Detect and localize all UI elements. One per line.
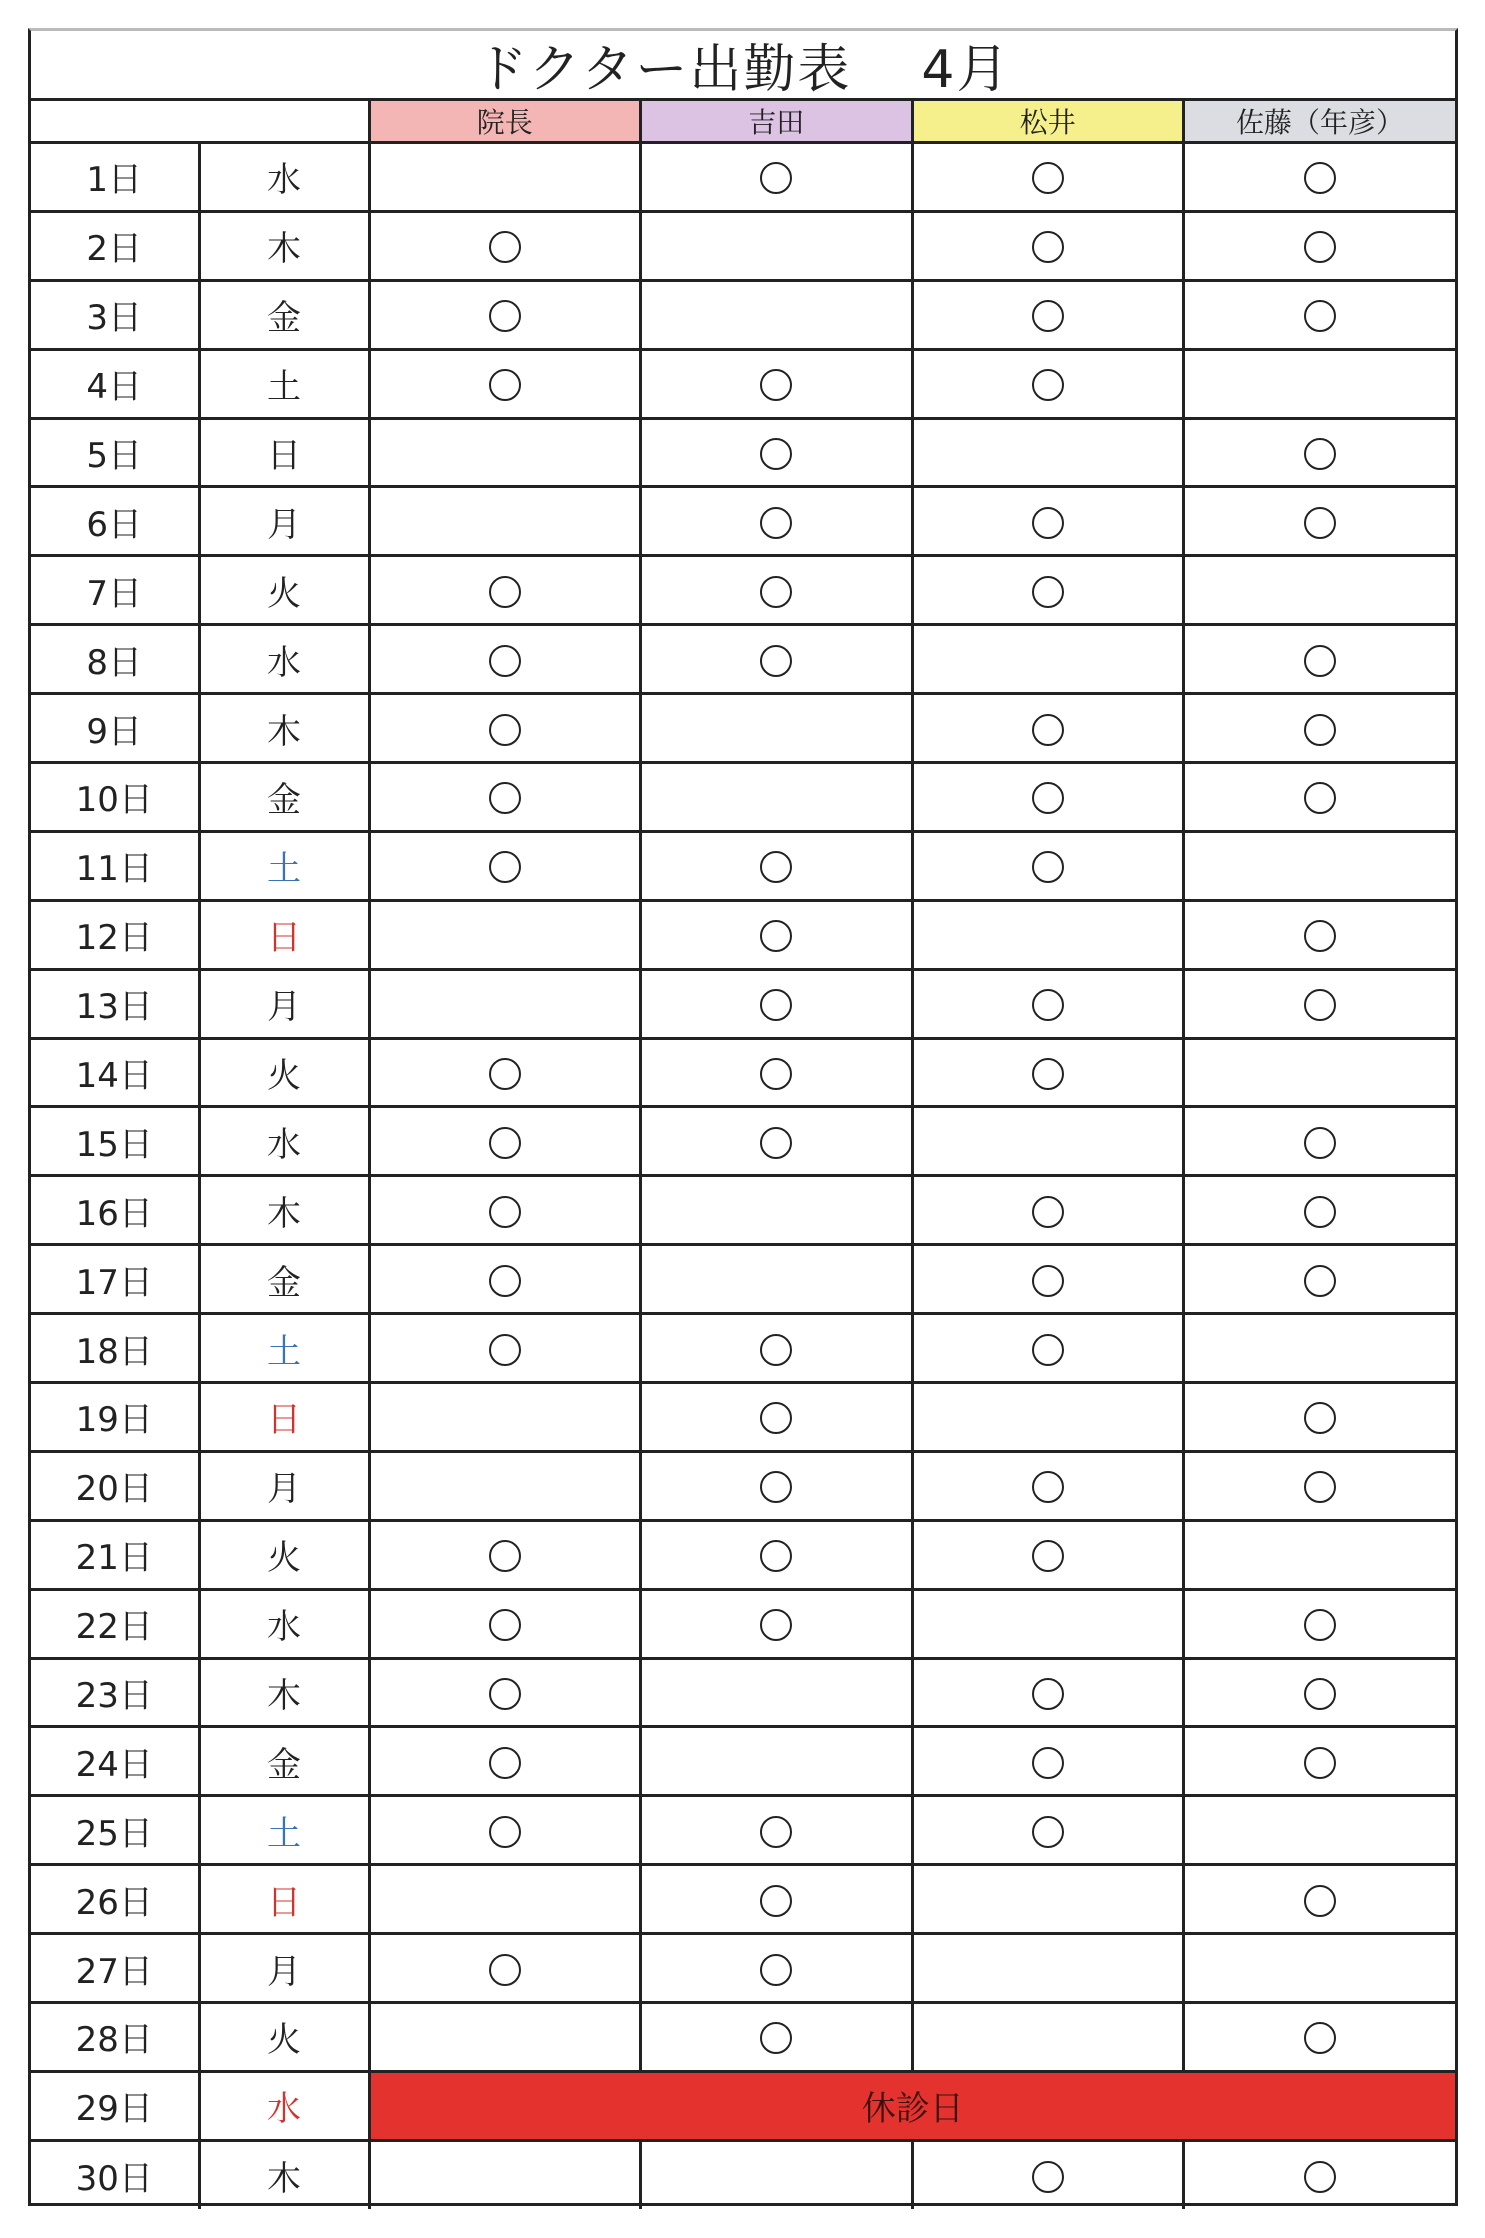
attendance-circle-icon (489, 851, 521, 883)
attendance-circle-icon (1304, 1196, 1336, 1228)
weekday-cell: 火 (199, 556, 369, 625)
attendance-cell (369, 1107, 641, 1176)
page-title (31, 31, 1455, 101)
attendance-circle-icon (760, 1885, 792, 1917)
attendance-cell (912, 1107, 1184, 1176)
table-row (31, 1383, 1455, 1452)
date-cell: 28日 (31, 2003, 199, 2072)
weekday-cell: 日 (199, 1865, 369, 1934)
attendance-cell (369, 1314, 641, 1383)
attendance-circle-icon (760, 1471, 792, 1503)
attendance-circle-icon (489, 1058, 521, 1090)
attendance-cell (912, 625, 1184, 694)
table-row (31, 280, 1455, 349)
attendance-circle-icon (1032, 2161, 1064, 2193)
date-cell: 29日 (31, 2071, 199, 2140)
attendance-circle-icon (760, 507, 792, 539)
title-text: ドクター出勤表 (475, 40, 852, 100)
attendance-circle-icon (1032, 1540, 1064, 1572)
attendance-cell (912, 1520, 1184, 1589)
attendance-cell (641, 2140, 913, 2209)
attendance-circle-icon (489, 576, 521, 608)
weekday-cell: 月 (199, 1934, 369, 2003)
table-row (31, 1520, 1455, 1589)
attendance-circle-icon (1304, 1127, 1336, 1159)
date-cell: 3日 (31, 280, 199, 349)
attendance-circle-icon (760, 1609, 792, 1641)
attendance-cell (1184, 831, 1456, 900)
table-row (31, 1451, 1455, 1520)
weekday-cell: 木 (199, 2140, 369, 2209)
date-cell: 19日 (31, 1383, 199, 1452)
attendance-circle-icon (1304, 645, 1336, 677)
attendance-cell (641, 143, 913, 212)
attendance-circle-icon (489, 1265, 521, 1297)
attendance-cell (369, 1934, 641, 2003)
attendance-cell (1184, 1314, 1456, 1383)
attendance-circle-icon (1304, 162, 1336, 194)
attendance-circle-icon (1032, 1196, 1064, 1228)
attendance-cell (1184, 556, 1456, 625)
attendance-cell (641, 694, 913, 763)
attendance-circle-icon (1032, 1747, 1064, 1779)
attendance-circle-icon (489, 1196, 521, 1228)
table-row (31, 2003, 1455, 2072)
attendance-cell (912, 418, 1184, 487)
attendance-cell (641, 349, 913, 418)
weekday-cell: 火 (199, 1038, 369, 1107)
attendance-cell (1184, 1176, 1456, 1245)
attendance-circle-icon (1304, 920, 1336, 952)
attendance-cell (369, 211, 641, 280)
attendance-cell (369, 1727, 641, 1796)
attendance-cell (1184, 694, 1456, 763)
attendance-cell (641, 1176, 913, 1245)
date-cell: 30日 (31, 2140, 199, 2209)
attendance-cell (369, 1520, 641, 1589)
weekday-cell: 土 (199, 831, 369, 900)
table-row (31, 143, 1455, 212)
attendance-cell (369, 969, 641, 1038)
weekday-cell: 火 (199, 2003, 369, 2072)
attendance-circle-icon (1304, 1747, 1336, 1779)
attendance-cell (369, 2003, 641, 2072)
attendance-cell (641, 1796, 913, 1865)
date-cell: 25日 (31, 1796, 199, 1865)
attendance-cell (1184, 1934, 1456, 2003)
attendance-cell (641, 1383, 913, 1452)
attendance-circle-icon (489, 1678, 521, 1710)
date-cell: 22日 (31, 1589, 199, 1658)
table-row (31, 2140, 1455, 2209)
attendance-circle-icon (1304, 507, 1336, 539)
attendance-circle-icon (760, 1058, 792, 1090)
attendance-cell (1184, 2140, 1456, 2209)
attendance-circle-icon (760, 1127, 792, 1159)
attendance-cell (912, 487, 1184, 556)
attendance-cell (641, 556, 913, 625)
attendance-cell (641, 831, 913, 900)
date-cell: 17日 (31, 1245, 199, 1314)
attendance-cell (1184, 143, 1456, 212)
attendance-cell (369, 556, 641, 625)
attendance-cell (1184, 625, 1456, 694)
weekday-cell: 火 (199, 1520, 369, 1589)
weekday-cell: 日 (199, 1383, 369, 1452)
attendance-circle-icon (1304, 714, 1336, 746)
attendance-circle-icon (1032, 576, 1064, 608)
weekday-cell: 木 (199, 1176, 369, 1245)
attendance-cell (1184, 2003, 1456, 2072)
attendance-circle-icon (760, 645, 792, 677)
attendance-circle-icon (760, 1402, 792, 1434)
attendance-circle-icon (760, 162, 792, 194)
attendance-cell (641, 1865, 913, 1934)
attendance-cell (912, 1727, 1184, 1796)
date-cell: 1日 (31, 143, 199, 212)
attendance-circle-icon (489, 231, 521, 263)
weekday-cell: 木 (199, 1658, 369, 1727)
attendance-cell (1184, 1383, 1456, 1452)
attendance-cell (641, 1658, 913, 1727)
attendance-circle-icon (760, 438, 792, 470)
attendance-circle-icon (1032, 714, 1064, 746)
attendance-cell (1184, 349, 1456, 418)
attendance-circle-icon (1304, 989, 1336, 1021)
attendance-cell (1184, 1451, 1456, 1520)
attendance-cell (1184, 1038, 1456, 1107)
attendance-circle-icon (1032, 1265, 1064, 1297)
header-row (31, 100, 1455, 143)
attendance-circle-icon (1032, 162, 1064, 194)
weekday-cell: 木 (199, 694, 369, 763)
attendance-cell (912, 1796, 1184, 1865)
attendance-circle-icon (760, 1816, 792, 1848)
attendance-cell (641, 1245, 913, 1314)
attendance-circle-icon (1032, 1678, 1064, 1710)
attendance-cell (369, 349, 641, 418)
attendance-cell (641, 2003, 913, 2072)
date-cell: 27日 (31, 1934, 199, 2003)
attendance-cell (912, 1383, 1184, 1452)
attendance-cell (1184, 1658, 1456, 1727)
attendance-cell (369, 1383, 641, 1452)
schedule-table (31, 98, 1455, 2209)
attendance-circle-icon (489, 1816, 521, 1848)
date-cell: 8日 (31, 625, 199, 694)
attendance-cell (369, 280, 641, 349)
weekday-cell: 月 (199, 969, 369, 1038)
attendance-cell (912, 1658, 1184, 1727)
attendance-cell (912, 1934, 1184, 2003)
attendance-cell (912, 763, 1184, 832)
attendance-cell (369, 1038, 641, 1107)
attendance-circle-icon (1304, 2161, 1336, 2193)
attendance-cell (369, 487, 641, 556)
attendance-cell (912, 211, 1184, 280)
attendance-cell (1184, 418, 1456, 487)
table-row (31, 1658, 1455, 1727)
attendance-cell (641, 1934, 913, 2003)
attendance-cell (912, 143, 1184, 212)
attendance-circle-icon (1032, 300, 1064, 332)
closed-day-cell: 休診日 (369, 2071, 1455, 2140)
attendance-circle-icon (489, 1127, 521, 1159)
table-row (31, 349, 1455, 418)
date-cell: 4日 (31, 349, 199, 418)
table-row (31, 1176, 1455, 1245)
attendance-circle-icon (1304, 231, 1336, 263)
header-blank (31, 100, 369, 143)
attendance-cell (912, 831, 1184, 900)
attendance-circle-icon (1032, 369, 1064, 401)
attendance-circle-icon (1032, 1058, 1064, 1090)
date-cell: 18日 (31, 1314, 199, 1383)
attendance-circle-icon (489, 1609, 521, 1641)
attendance-cell (369, 1451, 641, 1520)
attendance-circle-icon (1032, 231, 1064, 263)
attendance-circle-icon (1304, 1885, 1336, 1917)
attendance-cell (912, 1451, 1184, 1520)
attendance-cell (369, 2140, 641, 2209)
attendance-cell (912, 2003, 1184, 2072)
date-cell: 10日 (31, 763, 199, 832)
attendance-cell (369, 143, 641, 212)
attendance-cell (912, 2140, 1184, 2209)
attendance-cell (1184, 1865, 1456, 1934)
table-row (31, 556, 1455, 625)
attendance-circle-icon (760, 576, 792, 608)
attendance-cell (912, 1865, 1184, 1934)
month-label: 4月 (921, 40, 1011, 100)
table-row (31, 2071, 1455, 2140)
attendance-cell (1184, 1727, 1456, 1796)
date-cell: 21日 (31, 1520, 199, 1589)
date-cell: 16日 (31, 1176, 199, 1245)
date-cell: 6日 (31, 487, 199, 556)
weekday-cell: 金 (199, 763, 369, 832)
attendance-circle-icon (760, 920, 792, 952)
weekday-cell: 土 (199, 349, 369, 418)
attendance-circle-icon (1304, 438, 1336, 470)
weekday-cell: 日 (199, 900, 369, 969)
date-cell: 7日 (31, 556, 199, 625)
weekday-cell: 水 (199, 1589, 369, 1658)
attendance-circle-icon (1304, 1678, 1336, 1710)
attendance-cell (912, 1038, 1184, 1107)
table-row (31, 1038, 1455, 1107)
date-cell: 26日 (31, 1865, 199, 1934)
date-cell: 15日 (31, 1107, 199, 1176)
attendance-cell (1184, 1589, 1456, 1658)
attendance-circle-icon (489, 300, 521, 332)
attendance-circle-icon (1304, 300, 1336, 332)
attendance-circle-icon (1304, 2022, 1336, 2054)
weekday-cell: 水 (199, 143, 369, 212)
date-cell: 11日 (31, 831, 199, 900)
weekday-cell: 水 (199, 1107, 369, 1176)
attendance-cell (912, 1245, 1184, 1314)
weekday-cell: 金 (199, 280, 369, 349)
table-row (31, 1589, 1455, 1658)
attendance-cell (641, 1451, 913, 1520)
attendance-circle-icon (1304, 1265, 1336, 1297)
attendance-cell (912, 900, 1184, 969)
attendance-circle-icon (1304, 782, 1336, 814)
attendance-cell (1184, 1245, 1456, 1314)
table-row (31, 211, 1455, 280)
attendance-cell (369, 1796, 641, 1865)
date-cell: 5日 (31, 418, 199, 487)
attendance-cell (1184, 1520, 1456, 1589)
attendance-cell (912, 1314, 1184, 1383)
attendance-cell (912, 694, 1184, 763)
attendance-cell (641, 1727, 913, 1796)
attendance-cell (912, 969, 1184, 1038)
attendance-cell (641, 487, 913, 556)
attendance-cell (641, 1107, 913, 1176)
attendance-circle-icon (1032, 989, 1064, 1021)
table-row (31, 1727, 1455, 1796)
attendance-cell (641, 1589, 913, 1658)
weekday-cell: 土 (199, 1796, 369, 1865)
table-row (31, 1796, 1455, 1865)
table-row (31, 1314, 1455, 1383)
attendance-cell (1184, 763, 1456, 832)
attendance-cell (912, 280, 1184, 349)
schedule-body (31, 143, 1455, 2210)
attendance-circle-icon (489, 1334, 521, 1366)
attendance-cell (369, 694, 641, 763)
attendance-circle-icon (760, 1334, 792, 1366)
table-row (31, 625, 1455, 694)
attendance-cell (369, 900, 641, 969)
attendance-cell (369, 1658, 641, 1727)
attendance-cell (641, 900, 913, 969)
attendance-circle-icon (1032, 851, 1064, 883)
attendance-circle-icon (1032, 507, 1064, 539)
attendance-circle-icon (489, 369, 521, 401)
attendance-circle-icon (760, 1540, 792, 1572)
date-cell: 2日 (31, 211, 199, 280)
attendance-cell (641, 211, 913, 280)
attendance-cell (641, 763, 913, 832)
header-doctor-yoshida: 吉田 (641, 100, 913, 143)
attendance-cell (1184, 1796, 1456, 1865)
attendance-cell (1184, 211, 1456, 280)
attendance-cell (369, 625, 641, 694)
attendance-circle-icon (489, 1747, 521, 1779)
table-row (31, 831, 1455, 900)
date-cell: 12日 (31, 900, 199, 969)
attendance-circle-icon (760, 851, 792, 883)
attendance-cell (641, 1314, 913, 1383)
attendance-cell (912, 349, 1184, 418)
table-row (31, 694, 1455, 763)
attendance-circle-icon (489, 645, 521, 677)
attendance-cell (641, 1038, 913, 1107)
attendance-circle-icon (489, 1540, 521, 1572)
date-cell: 13日 (31, 969, 199, 1038)
attendance-cell (369, 1245, 641, 1314)
attendance-cell (369, 1176, 641, 1245)
attendance-cell (369, 418, 641, 487)
weekday-cell: 水 (199, 625, 369, 694)
attendance-cell (912, 1176, 1184, 1245)
attendance-circle-icon (1032, 1816, 1064, 1848)
attendance-circle-icon (1304, 1471, 1336, 1503)
attendance-cell (641, 1520, 913, 1589)
table-row (31, 1245, 1455, 1314)
table-row (31, 1107, 1455, 1176)
attendance-cell (912, 1589, 1184, 1658)
attendance-circle-icon (489, 782, 521, 814)
attendance-cell (912, 556, 1184, 625)
attendance-circle-icon (760, 369, 792, 401)
schedule-sheet (28, 28, 1458, 2206)
attendance-cell (1184, 900, 1456, 969)
attendance-cell (369, 763, 641, 832)
attendance-cell (1184, 969, 1456, 1038)
table-row (31, 1934, 1455, 2003)
attendance-circle-icon (1032, 782, 1064, 814)
table-row (31, 900, 1455, 969)
weekday-cell: 日 (199, 418, 369, 487)
table-row (31, 969, 1455, 1038)
header-doctor-matsui: 松井 (912, 100, 1184, 143)
attendance-circle-icon (1032, 1471, 1064, 1503)
table-row (31, 418, 1455, 487)
attendance-cell (641, 969, 913, 1038)
attendance-circle-icon (760, 1954, 792, 1986)
table-row (31, 487, 1455, 556)
date-cell: 23日 (31, 1658, 199, 1727)
attendance-cell (1184, 280, 1456, 349)
attendance-circle-icon (1304, 1609, 1336, 1641)
header-doctor-incho: 院長 (369, 100, 641, 143)
weekday-cell: 木 (199, 211, 369, 280)
date-cell: 9日 (31, 694, 199, 763)
weekday-cell: 月 (199, 487, 369, 556)
weekday-cell: 金 (199, 1727, 369, 1796)
attendance-cell (641, 418, 913, 487)
attendance-cell (369, 1865, 641, 1934)
attendance-circle-icon (760, 989, 792, 1021)
attendance-circle-icon (1032, 1334, 1064, 1366)
weekday-cell: 水 (199, 2071, 369, 2140)
table-row (31, 763, 1455, 832)
attendance-cell (1184, 1107, 1456, 1176)
attendance-cell (369, 831, 641, 900)
attendance-cell (1184, 487, 1456, 556)
attendance-circle-icon (1304, 1402, 1336, 1434)
attendance-circle-icon (489, 714, 521, 746)
weekday-cell: 金 (199, 1245, 369, 1314)
attendance-cell (641, 625, 913, 694)
attendance-cell (369, 1589, 641, 1658)
date-cell: 20日 (31, 1451, 199, 1520)
weekday-cell: 土 (199, 1314, 369, 1383)
header-doctor-sato: 佐藤（年彦） (1184, 100, 1456, 143)
date-cell: 14日 (31, 1038, 199, 1107)
weekday-cell: 月 (199, 1451, 369, 1520)
attendance-circle-icon (760, 2022, 792, 2054)
attendance-circle-icon (489, 1954, 521, 1986)
table-row (31, 1865, 1455, 1934)
date-cell: 24日 (31, 1727, 199, 1796)
attendance-cell (641, 280, 913, 349)
